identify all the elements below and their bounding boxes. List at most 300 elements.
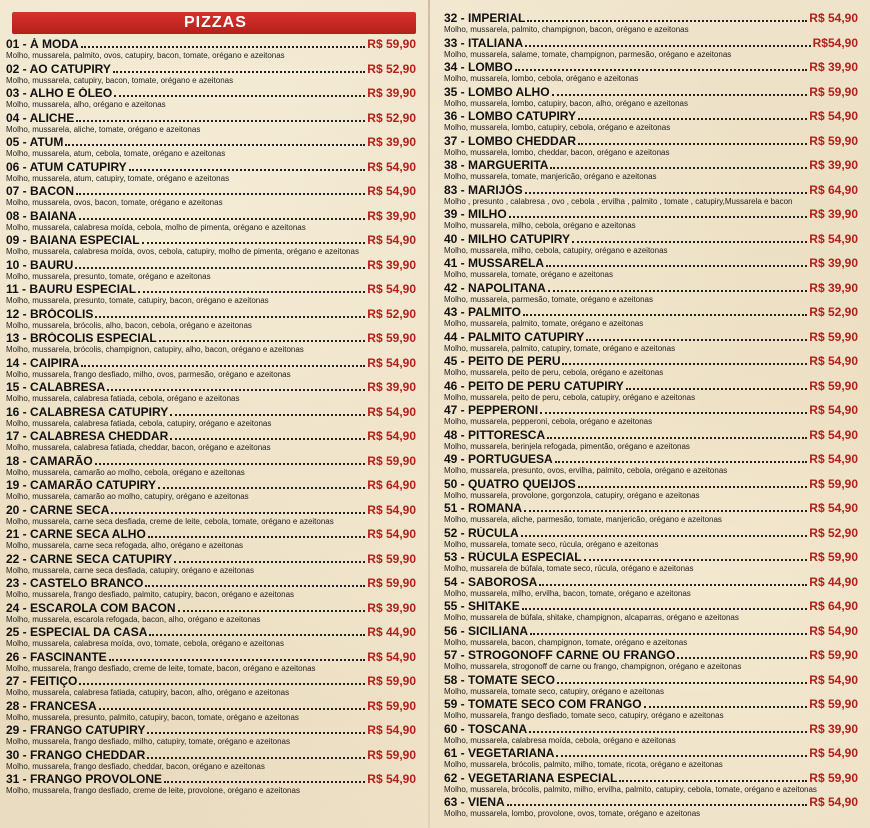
menu-item-name: 33 - ITALIANA xyxy=(444,36,524,50)
menu-item-line xyxy=(6,553,416,566)
menu-item-description: Molho, mussarela, calabresa moída, ovos, cebola, catupiry, molho de pimenta, orégano e azeitonas xyxy=(6,247,359,256)
dotted-leader xyxy=(584,559,808,561)
menu-item-price: R$ 59,90 xyxy=(367,552,416,566)
menu-item-name: 32 - IMPERIAL xyxy=(444,12,526,25)
dotted-leader xyxy=(522,608,808,610)
menu-item xyxy=(444,37,858,62)
menu-item-price: R$ 54,90 xyxy=(809,12,858,25)
menu-item-name: 13 - BRÓCOLIS ESPECIAL xyxy=(6,332,157,345)
menu-item-price: R$ 59,90 xyxy=(809,477,858,491)
menu-item-line xyxy=(444,576,858,589)
menu-item xyxy=(444,208,858,233)
dotted-leader xyxy=(626,388,807,390)
menu-item-line xyxy=(6,308,416,321)
menu-item-price: R$ 52,90 xyxy=(809,306,858,319)
menu-item xyxy=(6,210,416,235)
menu-item xyxy=(444,796,858,821)
menu-item-name: 63 - VIENA xyxy=(444,796,505,809)
menu-item-price: R$ 54,90 xyxy=(367,528,416,541)
menu-item-line xyxy=(6,626,416,639)
dotted-leader xyxy=(174,561,365,563)
menu-item-line xyxy=(6,283,416,296)
menu-item-line xyxy=(6,357,416,370)
menu-item-name: 27 - FEITIÇO xyxy=(6,675,78,688)
dotted-leader xyxy=(145,585,365,587)
menu-item-price: R$ 54,90 xyxy=(809,404,858,417)
menu-item-line xyxy=(444,527,858,540)
menu-item-line xyxy=(444,331,858,344)
menu-column-left xyxy=(6,0,416,798)
menu-item-price: R$ 52,90 xyxy=(367,307,416,321)
menu-item-name: 19 - CAMARÃO CATUPIRY xyxy=(6,479,157,492)
menu-item-name: 11 - BAURU ESPECIAL xyxy=(6,283,137,296)
dotted-leader xyxy=(525,45,811,47)
menu-item-description: Molho, mussarela, frango desfiado, cheddar, bacon, orégano e azeitonas xyxy=(6,761,265,771)
dotted-leader xyxy=(107,389,365,391)
menu-item-line xyxy=(444,478,858,491)
menu-item-line xyxy=(444,429,858,442)
menu-item xyxy=(6,161,416,186)
menu-item-price: R$ 59,90 xyxy=(809,698,858,711)
menu-item-line xyxy=(6,332,416,345)
menu-item-name: 21 - CARNE SECA ALHO xyxy=(6,528,146,541)
menu-item-description: Molho, mussarela, calabresa fatiada, cebola, catupiry, orégano e azeitonas xyxy=(6,418,272,428)
menu-item-price: R$ 54,90 xyxy=(809,624,858,638)
menu-item-line xyxy=(444,12,858,25)
dotted-leader xyxy=(556,755,807,757)
menu-item-name: 34 - LOMBO xyxy=(444,61,513,74)
menu-item-price: R$ 39,90 xyxy=(367,209,416,223)
menu-item-price: R$ 59,90 xyxy=(809,649,858,662)
menu-item xyxy=(6,773,416,798)
menu-item-description: Molho, mussarela, brócolis, champignon, catupiry, alho, bacon, orégano e azeitonas xyxy=(6,345,304,354)
menu-item xyxy=(444,747,858,772)
menu-item-price: R$ 59,90 xyxy=(367,699,416,713)
dotted-leader xyxy=(546,265,807,267)
menu-item-line xyxy=(444,698,858,711)
menu-item-description: Molho, mussarela, presunto, tomate, catupiry, bacon, orégano e azeitonas xyxy=(6,296,269,305)
menu-item-description: Molho, mussarela, frango desfiado, milho, catupiry, tomate, orégano e azeitonas xyxy=(6,737,291,746)
menu-item-name: 26 - FASCINANTE xyxy=(6,650,107,664)
menu-item xyxy=(6,553,416,578)
menu-item-line xyxy=(6,136,416,149)
dotted-leader xyxy=(147,757,365,759)
menu-item xyxy=(444,61,858,86)
menu-item-line xyxy=(6,675,416,688)
menu-item-name: 03 - ALHO E ÓLEO xyxy=(6,87,113,100)
menu-item-price: R$ 44,90 xyxy=(367,626,416,639)
menu-item-description: Molho, mussarela, calabresa fatiada, cheddar, bacon, orégano e azeitonas xyxy=(6,443,271,452)
section-title: PIZZAS xyxy=(12,12,416,34)
menu-item-name: 58 - TOMATE SECO xyxy=(444,673,555,687)
menu-item-price: R$ 54,90 xyxy=(367,160,416,174)
menu-item-description: Molho, mussarela, tomate, manjericão, orégano e azeitonas xyxy=(444,172,657,181)
menu-item-description: Molho, mussarela, frango desfiado, milho, ovos, parmesão, orégano e azeitonas xyxy=(6,369,291,379)
menu-item-price: R$ 59,90 xyxy=(367,332,416,345)
menu-item-description: Molho , presunto , calabresa , ovo , cebola , ervilha , palmito , tomate , catupiry,Mussarela e bacon xyxy=(444,196,793,206)
menu-item-line xyxy=(6,185,416,198)
menu-item-description: Molho, mussarela, brócolis, palmito, milho, ervilha, palmito, catupiry, cebola, tomate, orégano e azeitonas xyxy=(444,784,817,794)
menu-item-line xyxy=(6,479,416,492)
menu-item xyxy=(6,357,416,382)
menu-item-description: Molho, mussarela, berinjela refogada, pimentão, orégano e azeitonas xyxy=(444,441,690,451)
menu-item-line xyxy=(444,674,858,687)
menu-item-price: R$ 39,90 xyxy=(809,61,858,74)
menu-item-name: 42 - NAPOLITANA xyxy=(444,281,546,295)
menu-item-description: Molho, mussarela, peito de peru, cebola, orégano e azeitonas xyxy=(444,368,664,377)
menu-item-description: Molho, mussarela, frango desfiado, tomate seco, catupiry, orégano e azeitonas xyxy=(444,711,724,720)
menu-item-line xyxy=(444,257,858,270)
menu-item-price: R$ 54,90 xyxy=(809,428,858,442)
menu-item xyxy=(444,453,858,478)
menu-item-price: R$ 54,90 xyxy=(809,453,858,466)
dotted-leader xyxy=(79,683,365,685)
menu-item-description: Molho, mussarela, carne seca refogada, alho, orégano e azeitonas xyxy=(6,541,244,550)
menu-item-price: R$ 59,90 xyxy=(809,330,858,344)
menu-item xyxy=(6,479,416,504)
dotted-leader xyxy=(562,363,807,365)
dotted-leader xyxy=(539,584,807,586)
dotted-leader xyxy=(548,290,808,292)
menu-item-price: R$ 39,90 xyxy=(367,87,416,100)
menu-item-name: 08 - BAIANA xyxy=(6,209,77,223)
menu-item-description: Molho, mussarela, ovos, bacon, tomate, orégano e azeitonas xyxy=(6,198,223,207)
dotted-leader xyxy=(178,610,366,612)
menu-item-line xyxy=(6,259,416,272)
menu-item-name: 01 - À MODA xyxy=(6,38,79,51)
menu-item-name: 57 - STROGONOFF CARNE OU FRANGO xyxy=(444,649,676,662)
menu-item-line xyxy=(6,504,416,517)
menu-item-line xyxy=(6,63,416,76)
dotted-leader xyxy=(586,339,807,341)
menu-item-line xyxy=(6,651,416,664)
menu-item-description: Molho, mussarela, lombo, provolone, ovos, tomate, orégano e azeitonas xyxy=(444,809,701,818)
dotted-leader xyxy=(159,340,366,342)
dotted-leader xyxy=(555,461,808,463)
dotted-leader xyxy=(81,46,366,48)
menu-column-right xyxy=(444,0,858,821)
menu-item xyxy=(444,306,858,331)
menu-item-description: Molho, mussarela, strogonoff de carne ou frango, champignon, orégano e azeitonas xyxy=(444,662,742,671)
menu-item-line xyxy=(444,502,858,515)
menu-item xyxy=(444,380,858,405)
menu-item-price: R$ 39,90 xyxy=(809,281,858,295)
menu-item-line xyxy=(444,233,858,246)
menu-item-name: 12 - BRÓCOLIS xyxy=(6,307,94,321)
dotted-leader xyxy=(114,95,365,97)
menu-item-description: Molho, mussarela, camarão ao molho, catupiry, orégano e azeitonas xyxy=(6,492,249,501)
menu-item-description: Molho, mussarela, carne seca desfiada, creme de leite, cebola, tomate, orégano e azeitonas xyxy=(6,516,334,526)
dotted-leader xyxy=(507,804,808,806)
menu-item-name: 23 - CASTELO BRANCO xyxy=(6,577,144,590)
menu-item xyxy=(444,478,858,503)
menu-item-description: Molho, mussarela, carne seca desfiada, catupiry, orégano e azeitonas xyxy=(6,565,254,575)
menu-item xyxy=(6,406,416,431)
menu-item xyxy=(444,12,858,37)
menu-item-line xyxy=(6,700,416,713)
menu-item xyxy=(6,112,416,137)
menu-item-description: Molho, mussarela, catupiry, bacon, tomate, orégano e azeitonas xyxy=(6,75,234,85)
menu-item-description: Molho, mussarela, bacon, champignon, tomate, orégano e azeitonas xyxy=(444,637,688,647)
menu-item-name: 47 - PEPPERONI xyxy=(444,404,539,417)
menu-item-price: R$ 59,90 xyxy=(809,134,858,148)
menu-item-description: Molho, mussarela, brócolis, palmito, milho, tomate, ricota, orégano e azeitonas xyxy=(444,760,723,769)
menu-item-name: 52 - RÚCULA xyxy=(444,526,519,540)
menu-item-name: 40 - MILHO CATUPIRY xyxy=(444,232,571,246)
menu-item-price: R$ 59,90 xyxy=(367,38,416,51)
menu-item-price: R$54,90 xyxy=(812,36,858,50)
menu-item xyxy=(444,159,858,184)
menu-item-line xyxy=(6,406,416,419)
menu-item-description: Molho, mussarela, palmito, tomate, orégano e azeitonas xyxy=(444,319,644,328)
menu-item xyxy=(6,63,416,88)
menu-item-price: R$ 39,90 xyxy=(367,136,416,149)
menu-item-line xyxy=(444,747,858,760)
dotted-leader xyxy=(148,536,366,538)
dotted-leader xyxy=(525,192,808,194)
menu-item xyxy=(444,576,858,601)
menu-item-line xyxy=(444,355,858,368)
menu-item xyxy=(6,577,416,602)
menu-item-line xyxy=(444,159,858,172)
menu-item-description: Molho, mussarela, atum, catupiry, tomate, orégano e azeitonas xyxy=(6,173,230,183)
menu-item-line xyxy=(444,208,858,221)
menu-item xyxy=(444,649,858,674)
dotted-leader xyxy=(578,118,807,120)
menu-item-price: R$ 54,90 xyxy=(809,747,858,760)
dotted-leader xyxy=(111,512,365,514)
menu-item xyxy=(6,528,416,553)
menu-item-description: Molho, mussarela, frango desfiado, palmito, catupiry, bacon, orégano e azeitonas xyxy=(6,590,295,599)
menu-item-price: R$ 39,90 xyxy=(809,208,858,221)
menu-item-description: Molho, mussarela, calabresa moída, ovo, tomate, cebola, orégano e azeitonas xyxy=(6,639,284,648)
menu-item-description: Molho, mussarela, salame, tomate, champignon, parmesão, orégano e azeitonas xyxy=(444,49,732,59)
menu-item-name: 25 - ESPECIAL DA CASA xyxy=(6,626,148,639)
menu-item xyxy=(444,86,858,111)
menu-item-line xyxy=(444,551,858,564)
menu-item-price: R$ 54,90 xyxy=(809,796,858,809)
menu-item-price: R$ 59,90 xyxy=(367,675,416,688)
menu-item-description: Molho, mussarela, calabresa moída, cebola, orégano e azeitonas xyxy=(444,735,676,745)
dotted-leader xyxy=(170,438,365,440)
menu-item xyxy=(6,234,416,259)
menu-item-line xyxy=(444,649,858,662)
menu-item-line xyxy=(6,528,416,541)
dotted-leader xyxy=(76,120,365,122)
menu-item-name: 36 - LOMBO CATUPIRY xyxy=(444,110,577,123)
menu-item-name: 02 - AO CATUPIRY xyxy=(6,62,111,76)
menu-item-line xyxy=(444,184,858,197)
dotted-leader xyxy=(572,241,807,243)
menu-item xyxy=(444,551,858,576)
dotted-leader xyxy=(677,657,807,659)
menu-item xyxy=(6,602,416,627)
menu-item xyxy=(444,184,858,209)
menu-item-name: 45 - PEITO DE PERU xyxy=(444,355,561,368)
menu-item-name: 37 - LOMBO CHEDDAR xyxy=(444,134,577,148)
menu-item-description: Molho, mussarela de búfala, shitake, champignon, alcaparras, orégano e azeitonas xyxy=(444,613,739,622)
menu-item-line xyxy=(6,455,416,468)
menu-item-name: 41 - MUSSARELA xyxy=(444,257,545,270)
dotted-leader xyxy=(170,414,365,416)
menu-item-name: 53 - RÚCULA ESPECIAL xyxy=(444,551,582,564)
dotted-leader xyxy=(109,659,366,661)
dotted-leader xyxy=(79,218,366,220)
menu-item-line xyxy=(6,234,416,247)
menu-item-description: Molho, mussarela, milho, ervilha, bacon, tomate, orégano e azeitonas xyxy=(444,588,691,598)
menu-item-line xyxy=(444,380,858,393)
menu-item-description: Molho, mussarela, presunto, ovos, ervilha, palmito, cebola, orégano e azeitonas xyxy=(444,466,728,475)
dotted-leader xyxy=(557,682,807,684)
menu-item-price: R$ 39,90 xyxy=(367,601,416,615)
menu-item-price: R$ 54,90 xyxy=(367,185,416,198)
menu-item-price: R$ 59,90 xyxy=(809,551,858,564)
menu-item-price: R$ 39,90 xyxy=(809,159,858,172)
menu-item-name: 44 - PALMITO CATUPIRY xyxy=(444,330,585,344)
menu-item-price: R$ 64,90 xyxy=(809,600,858,613)
menu-item-name: 83 - MARIJÓS xyxy=(444,183,523,197)
menu-item-name: 07 - BACON xyxy=(6,185,75,198)
menu-item-name: 29 - FRANGO CATUPIRY xyxy=(6,724,146,737)
menu-item xyxy=(444,527,858,552)
menu-item-price: R$ 39,90 xyxy=(367,258,416,272)
menu-item-name: 56 - SICILIANA xyxy=(444,624,529,638)
menu-item-price: R$ 52,90 xyxy=(367,62,416,76)
menu-list-right xyxy=(444,12,858,821)
menu-item-description: Molho, mussarela, lombo, cheddar, bacon, orégano e azeitonas xyxy=(444,147,670,157)
menu-item-description: Molho, mussarela, tomate seco, catupiry, orégano e azeitonas xyxy=(444,686,664,696)
menu-item-description: Molho, mussarela, peito de peru, cebola, catupiry, orégano e azeitonas xyxy=(444,392,696,402)
menu-item-description: Molho, mussarela, frango desfiado, creme de leite, tomate, bacon, orégano e azeitonas xyxy=(6,663,316,673)
menu-item-price: R$ 52,90 xyxy=(367,111,416,125)
menu-item-name: 15 - CALABRESA xyxy=(6,381,106,394)
menu-item xyxy=(444,625,858,650)
dotted-leader xyxy=(138,291,365,293)
menu-item-price: R$ 54,90 xyxy=(367,234,416,247)
menu-item-name: 17 - CALABRESA CHEDDAR xyxy=(6,430,169,443)
menu-item-price: R$ 54,90 xyxy=(367,283,416,296)
menu-item-name: 18 - CAMARÃO xyxy=(6,454,93,468)
menu-item-line xyxy=(6,210,416,223)
menu-item xyxy=(444,502,858,527)
menu-item xyxy=(6,185,416,210)
menu-item-name: 28 - FRANCESA xyxy=(6,699,97,713)
menu-item-description: Molho, mussarela, calabresa fatiada, catupiry, bacon, alho, orégano e azeitonas xyxy=(6,688,290,697)
menu-item xyxy=(444,772,858,797)
dotted-leader xyxy=(552,94,808,96)
menu-item-price: R$ 54,90 xyxy=(809,110,858,123)
menu-item-name: 09 - BAIANA ESPECIAL xyxy=(6,234,140,247)
menu-item xyxy=(6,675,416,700)
menu-item-line xyxy=(444,282,858,295)
menu-item-name: 20 - CARNE SECA xyxy=(6,503,110,517)
menu-item-price: R$ 59,90 xyxy=(367,748,416,762)
menu-item-line xyxy=(6,602,416,615)
dotted-leader xyxy=(529,731,807,733)
menu-item-price: R$ 59,90 xyxy=(809,85,858,99)
menu-item-price: R$ 59,90 xyxy=(367,454,416,468)
menu-item-line xyxy=(6,773,416,786)
menu-item-line xyxy=(6,161,416,174)
menu-item-description: Molho, mussarela, provolone, gorgonzola, catupiry, orégano e azeitonas xyxy=(444,490,700,500)
menu-item-name: 30 - FRANGO CHEDDAR xyxy=(6,748,146,762)
menu-item-price: R$ 64,90 xyxy=(367,479,416,492)
menu-item-description: Molho, mussarela, tomate seco, rúcula, orégano e azeitonas xyxy=(444,539,659,549)
menu-item-line xyxy=(6,87,416,100)
dotted-leader xyxy=(540,412,807,414)
menu-item xyxy=(444,355,858,380)
dotted-leader xyxy=(142,242,366,244)
menu-item-price: R$ 54,90 xyxy=(809,232,858,246)
menu-item-description: Molho, mussarela, aliche, tomate, orégano e azeitonas xyxy=(6,124,201,134)
menu-item-name: 39 - MILHO xyxy=(444,208,507,221)
menu-item xyxy=(6,700,416,725)
menu-item-name: 54 - SABOROSA xyxy=(444,575,538,589)
menu-item-description: Molho, mussarela, camarão ao molho, cebola, orégano e azeitonas xyxy=(6,467,245,477)
dotted-leader xyxy=(95,316,365,318)
menu-item xyxy=(444,233,858,258)
dotted-leader xyxy=(149,634,365,636)
menu-item-price: R$ 59,90 xyxy=(809,379,858,393)
menu-item-description: Molho, mussarela de búfala, tomate seco, rúcula, orégano e azeitonas xyxy=(444,564,694,573)
dotted-leader xyxy=(524,510,807,512)
menu-item xyxy=(444,257,858,282)
menu-list-left xyxy=(6,38,416,798)
menu-item-line xyxy=(444,135,858,148)
dotted-leader xyxy=(550,167,807,169)
menu-item-line xyxy=(6,577,416,590)
menu-item xyxy=(444,600,858,625)
menu-item xyxy=(444,429,858,454)
menu-item xyxy=(6,283,416,308)
menu-item-description: Molho, mussarela, parmesão, tomate, orégano e azeitonas xyxy=(444,294,654,304)
menu-item-price: R$ 54,90 xyxy=(367,724,416,737)
menu-item-price: R$ 64,90 xyxy=(809,183,858,197)
menu-item-price: R$ 44,90 xyxy=(809,575,858,589)
menu-item-line xyxy=(444,306,858,319)
menu-item-description: Molho, mussarela, tomate, orégano e azeitonas xyxy=(444,270,613,279)
menu-item xyxy=(6,38,416,63)
menu-item xyxy=(6,455,416,480)
dotted-leader xyxy=(75,267,365,269)
menu-item-line xyxy=(6,38,416,51)
menu-item-price: R$ 54,90 xyxy=(367,405,416,419)
menu-item-line xyxy=(6,749,416,762)
menu-item-description: Molho, mussarela, escarola refogada, bacon, alho, orégano e azeitonas xyxy=(6,614,261,624)
menu-item-name: 05 - ATUM xyxy=(6,136,64,149)
menu-item-line xyxy=(6,430,416,443)
menu-item-name: 61 - VEGETARIANA xyxy=(444,747,555,760)
menu-item-description: Molho, mussarela, lombo, catupiry, bacon, alho, orégano e azeitonas xyxy=(444,98,688,108)
menu-item-name: 48 - PITTORESCA xyxy=(444,428,546,442)
menu-item-name: 55 - SHITAKE xyxy=(444,600,520,613)
menu-item-line xyxy=(444,796,858,809)
menu-item-description: Molho, mussarela, calabresa fatiada, cebola, orégano e azeitonas xyxy=(6,394,240,403)
menu-item xyxy=(444,674,858,699)
menu-item-description: Molho, mussarela, presunto, palmito, catupiry, bacon, tomate, orégano e azeitonas xyxy=(6,712,299,722)
menu-item-description: Molho, mussarela, alho, orégano e azeitonas xyxy=(6,100,166,109)
menu-item xyxy=(6,332,416,357)
menu-item xyxy=(6,626,416,651)
menu-item-name: 14 - CAIPIRA xyxy=(6,356,80,370)
menu-item-line xyxy=(444,625,858,638)
dotted-leader xyxy=(129,169,366,171)
menu-item xyxy=(6,724,416,749)
menu-item xyxy=(6,136,416,161)
menu-item-description: Molho, mussarela, palmito, champignon, bacon, orégano e azeitonas xyxy=(444,25,689,34)
menu-item-name: 31 - FRANGO PROVOLONE xyxy=(6,773,163,786)
dotted-leader xyxy=(509,216,808,218)
